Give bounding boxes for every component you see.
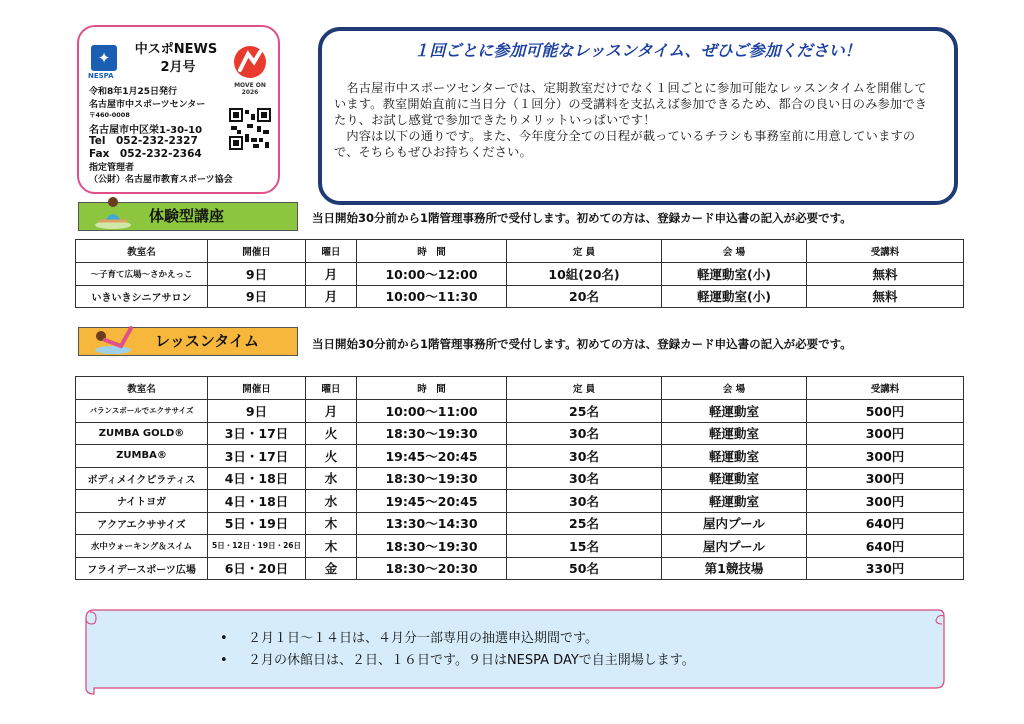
table-cell: 木 — [306, 512, 357, 535]
table-cell: 月 — [306, 285, 357, 308]
table-cell: ナイトヨガ — [76, 490, 208, 513]
table-cell: 20名 — [507, 285, 662, 308]
table-cell: バランスボールでエクササイズ — [76, 400, 208, 423]
section-trial-note: 当日開始30分前から1階管理事務所で受付します。初めての方は、登録カード申込書の記入が必要です。 — [312, 211, 852, 225]
table-cell: アクアエクササイズ — [76, 512, 208, 535]
announcement-paragraph-1: 名古屋市中スポーツセンターでは、定期教室だけでなく１回ごとに参加可能なレッスンタイムを開催しています。教室開始直前に当日分（１回分）の受講料を支払えば参加できるため、都合の良い日のみ参加できたり、お試し感覚で参加できたりメリットいっぱいです！ — [334, 81, 928, 127]
info-line: 指定管理者 — [89, 163, 135, 173]
table-cell: 9日 — [208, 263, 306, 286]
table-cell: 30名 — [507, 445, 662, 468]
section-trial-banner — [78, 202, 298, 231]
table-row — [76, 467, 964, 490]
table-cell: 300円 — [807, 490, 964, 513]
table-row — [76, 400, 964, 423]
bullet-icon: • — [220, 653, 228, 668]
table-cell: 軽運動室 — [662, 490, 807, 513]
table-cell: 10:00～12:00 — [357, 263, 507, 286]
table-cell: 500円 — [807, 400, 964, 423]
table-cell: 5日・12日・19日・26日 — [208, 535, 306, 558]
table-cell: ～子育て広場～さかえっこ — [76, 263, 208, 286]
table-cell: 330円 — [807, 557, 964, 580]
table-cell: 6日・20日 — [208, 557, 306, 580]
table-cell: 30名 — [507, 467, 662, 490]
table-row — [76, 535, 964, 558]
table-row — [76, 285, 964, 308]
section-lesson-note: 当日開始30分前から1階管理事務所で受付します。初めての方は、登録カード申込書の記入が必要です。 — [312, 337, 852, 351]
table-cell: ZUMBA GOLD® — [76, 422, 208, 445]
table-row — [76, 557, 964, 580]
table-cell: 月 — [306, 400, 357, 423]
info-line: 名古屋市中スポーツセンター — [89, 100, 206, 110]
table-cell: 軽運動室(小) — [662, 285, 807, 308]
table-row — [76, 445, 964, 468]
table-row — [76, 422, 964, 445]
column-header: 受講料 — [807, 240, 964, 263]
table-cell: 火 — [306, 445, 357, 468]
table-cell: 4日・18日 — [208, 467, 306, 490]
table-cell: 軽運動室 — [662, 400, 807, 423]
table-cell: 軽運動室(小) — [662, 263, 807, 286]
table-cell: フライデースポーツ広場 — [76, 557, 208, 580]
table-cell: 軽運動室 — [662, 467, 807, 490]
notice-item-2: • ２月の休館日は、２日、１６日です。９日はNESPA DAYで自主開場します。 — [220, 650, 695, 672]
table-cell: 無料 — [807, 263, 964, 286]
table-cell: 3日・17日 — [208, 445, 306, 468]
info-line: 〒460-0008 — [89, 111, 130, 119]
section-trial-label: 体験型講座 — [149, 207, 225, 225]
table-cell: 5日・19日 — [208, 512, 306, 535]
column-header: 教室名 — [76, 240, 208, 263]
table-cell: 30名 — [507, 422, 662, 445]
table-cell: 9日 — [208, 400, 306, 423]
info-line: Tel 052-232-2327 — [89, 135, 198, 147]
table-cell: ボディメイクピラティス — [76, 467, 208, 490]
announcement-title: １回ごとに参加可能なレッスンタイム、ぜひご参加ください！ — [413, 41, 861, 60]
nespa-logo-icon: ✦ — [91, 45, 117, 71]
table-cell: 水 — [306, 467, 357, 490]
column-header: 会 場 — [662, 377, 807, 400]
table-cell: 13:30～14:30 — [357, 512, 507, 535]
table-cell: 第1競技場 — [662, 557, 807, 580]
table-cell: いきいきシニアサロン — [76, 285, 208, 308]
column-header: 曜日 — [306, 240, 357, 263]
column-header: 時 間 — [357, 377, 507, 400]
info-line: 令和8年1月25日発行 — [89, 87, 178, 97]
table-cell: 屋内プール — [662, 512, 807, 535]
table-cell: 3日・17日 — [208, 422, 306, 445]
table-cell: 300円 — [807, 467, 964, 490]
table-cell: 4日・18日 — [208, 490, 306, 513]
news-title: 中スポNEWS — [134, 42, 218, 57]
table-cell: 木 — [306, 535, 357, 558]
column-header: 会 場 — [662, 240, 807, 263]
column-header: 定 員 — [507, 240, 662, 263]
table-header-row — [76, 377, 964, 400]
table-cell: 18:30～20:30 — [357, 557, 507, 580]
table-row — [76, 512, 964, 535]
announcement-paragraph-2: 内容は以下の通りです。また、今年度分全ての日程が載っているチラシも事務室前に用意していますので、そちらもぜひお持ちください。 — [334, 129, 916, 159]
move-on-label: MOVE ON 2026 — [234, 82, 266, 96]
table-cell: 19:45～20:45 — [357, 490, 507, 513]
table-cell: 18:30～19:30 — [357, 422, 507, 445]
table-cell: 軽運動室 — [662, 445, 807, 468]
section-lesson-banner — [78, 327, 298, 356]
table-cell: 300円 — [807, 445, 964, 468]
table-cell: 300円 — [807, 422, 964, 445]
table-cell: 25名 — [507, 512, 662, 535]
table-cell: 15名 — [507, 535, 662, 558]
table-cell: 火 — [306, 422, 357, 445]
table-cell: 640円 — [807, 512, 964, 535]
column-header: 時 間 — [357, 240, 507, 263]
info-line: Fax 052-232-2364 — [89, 148, 202, 160]
table-cell: 水 — [306, 490, 357, 513]
sitting-person-icon — [91, 195, 135, 229]
column-header: 開催日 — [208, 240, 306, 263]
notice-item-1: • ２月１日～１４日は、４月分一部専用の抽選申込期間です。 — [220, 628, 695, 650]
table-row — [76, 263, 964, 286]
table-cell: 50名 — [507, 557, 662, 580]
column-header: 定 員 — [507, 377, 662, 400]
qr-code-icon — [229, 108, 271, 150]
table-cell: 19:45～20:45 — [357, 445, 507, 468]
column-header: 教室名 — [76, 377, 208, 400]
table-cell: 18:30～19:30 — [357, 535, 507, 558]
column-header: 曜日 — [306, 377, 357, 400]
table-cell: ZUMBA® — [76, 445, 208, 468]
column-header: 受講料 — [807, 377, 964, 400]
table-cell: 月 — [306, 263, 357, 286]
table-cell: 水中ウォーキング＆スイム — [76, 535, 208, 558]
table-header-row — [76, 240, 964, 263]
table-cell: 18:30～19:30 — [357, 467, 507, 490]
lesson-schedule-table — [75, 376, 964, 580]
table-cell: 軽運動室 — [662, 422, 807, 445]
table-cell: 金 — [306, 557, 357, 580]
table-cell: 25名 — [507, 400, 662, 423]
table-cell: 30名 — [507, 490, 662, 513]
table-cell: 10:00～11:00 — [357, 400, 507, 423]
trial-schedule-table — [75, 239, 964, 308]
notice-list — [220, 628, 695, 672]
table-cell: 10:00～11:30 — [357, 285, 507, 308]
bullet-icon: • — [220, 631, 228, 646]
table-cell: 屋内プール — [662, 535, 807, 558]
column-header: 開催日 — [208, 377, 306, 400]
info-line: （公財）名古屋市教育スポーツ協会 — [89, 175, 233, 185]
info-line: 名古屋市中区栄1-30-10 — [89, 125, 203, 136]
announcement-body — [334, 80, 934, 160]
table-cell: 無料 — [807, 285, 964, 308]
nespa-label: NESPA — [88, 72, 114, 80]
news-month: 2月号 — [160, 60, 196, 75]
table-cell: 10組(20名) — [507, 263, 662, 286]
table-cell: 9日 — [208, 285, 306, 308]
table-cell: 640円 — [807, 535, 964, 558]
table-row — [76, 490, 964, 513]
stretching-person-icon — [91, 320, 135, 354]
section-lesson-label: レッスンタイム — [155, 332, 259, 350]
